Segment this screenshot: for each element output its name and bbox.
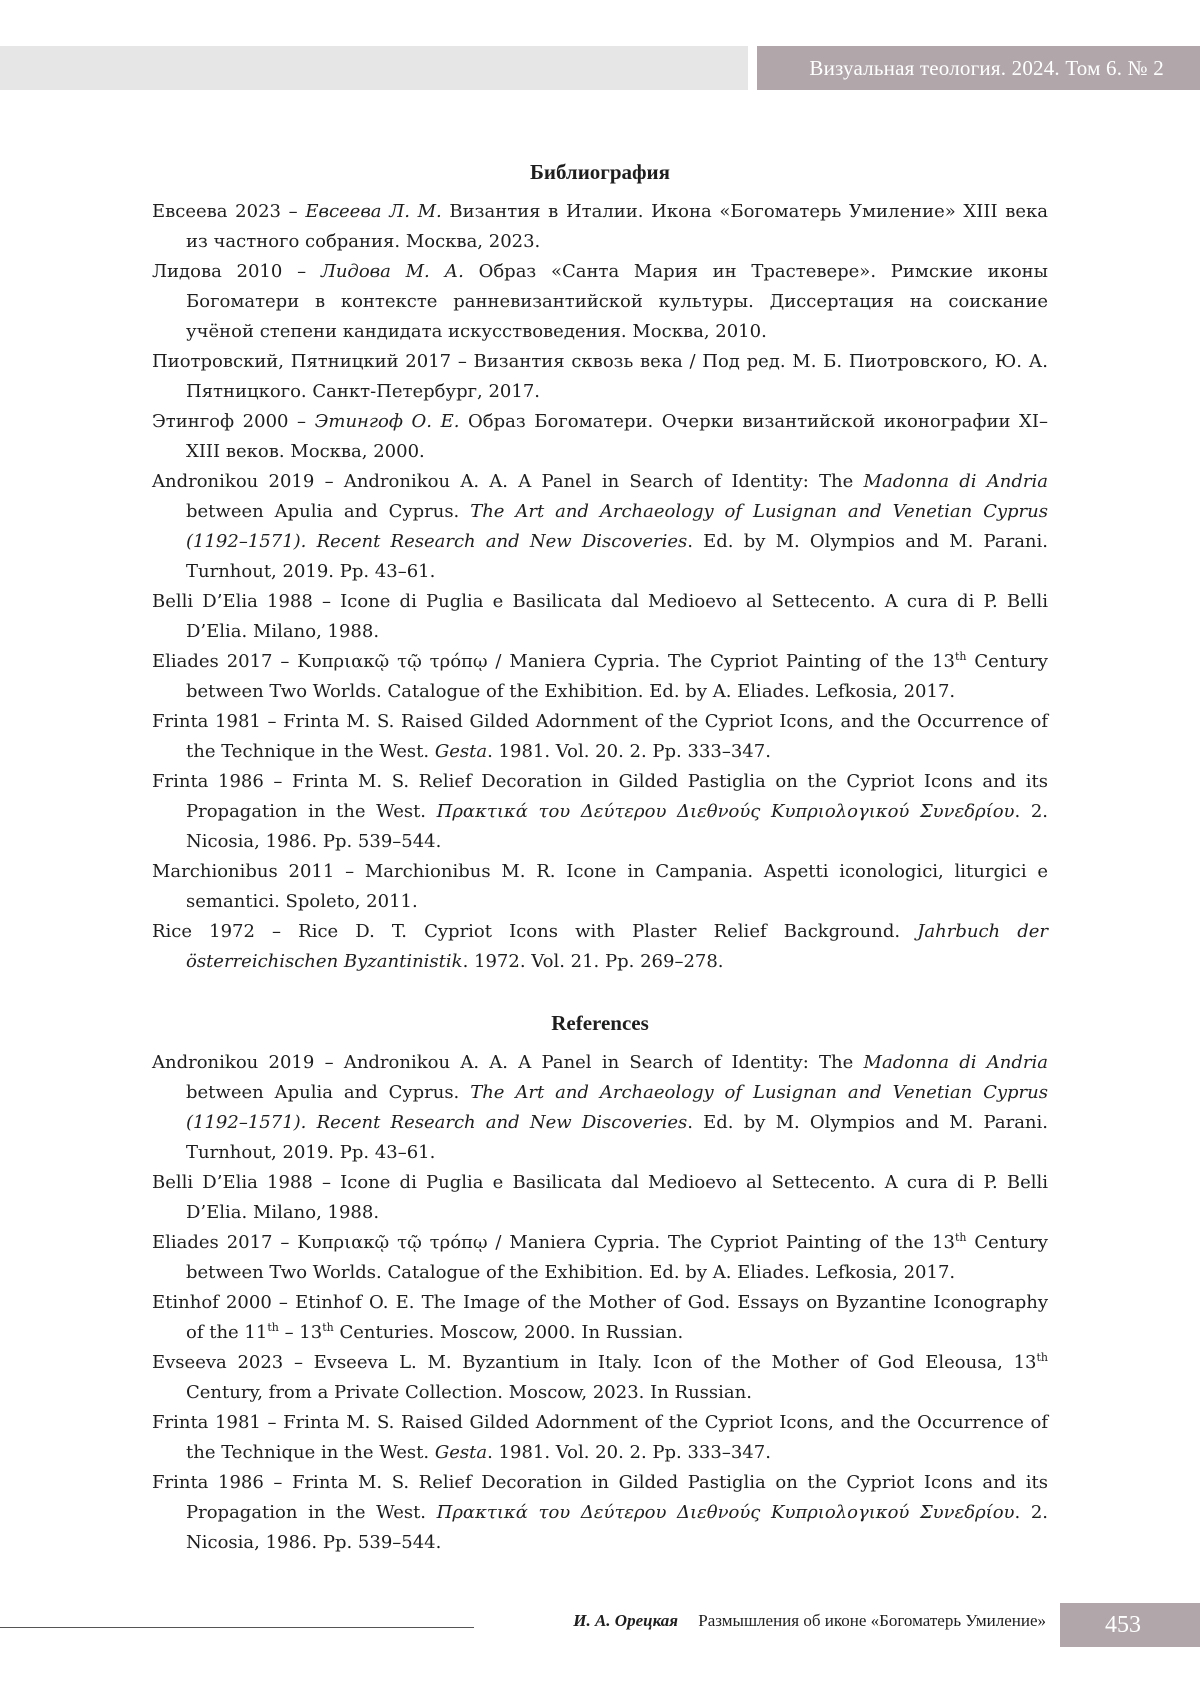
reference-entry — [152, 707, 1048, 767]
entry-text: Лидова М. А. — [320, 261, 464, 282]
entry-text: Пиотровский, Пятницкий 2017 – Византия сквозь века / Под ред. М. Б. Пиотровского, Ю. А. Пятницкого. Санкт-Петербург, 2017. — [152, 351, 1048, 402]
entry-text: Этингоф 2000 – — [152, 411, 315, 432]
reference-entry — [152, 1468, 1048, 1558]
entry-text: Византия в Италии. Икона «Богоматерь Умиление» XIII века из частного собрания. Москва, 2023. — [186, 201, 1048, 252]
reference-entry — [152, 407, 1048, 467]
entry-text: Evseeva 2023 – Evseeva L. M. Byzantium in Italy. Icon of the Mother of God Eleousa, 13 — [152, 1352, 1037, 1373]
journal-header — [757, 46, 1200, 90]
page-number: 453 — [1105, 1611, 1141, 1638]
footer-rule — [0, 1627, 474, 1628]
entry-text: . 2. Nicosia, 1986. Pp. 539–544. — [186, 1502, 1048, 1553]
entry-text: . Ed. by M. Olympios and M. Parani. Turnhout, 2019. Pp. 43–61. — [186, 531, 1048, 582]
entry-text: Frinta 1986 – Frinta M. S. Relief Decoration in Gilded Pastiglia on the Cypriot Icons and its Propagation in the West. — [152, 771, 1048, 822]
entry-text: . 1972. Vol. 21. Pp. 269–278. — [462, 951, 724, 972]
entry-text: Frinta 1981 – Frinta M. S. Raised Gilded Adornment of the Cypriot Icons, and the Occurrence of the Technique in the West. — [152, 1412, 1048, 1463]
entry-text: between Apulia and Cyprus. — [186, 501, 471, 522]
bibliography-heading: Библиография — [529, 160, 671, 184]
entry-text: Eliades 2017 – Κυπριακῷ τῷ τρόπῳ / Maniera Cypria. The Cypriot Painting of the 13 — [152, 1232, 955, 1253]
entry-text: Etinhof 2000 – Etinhof O. E. The Image of the Mother of God. Essays on Byzantine Iconography of the 11 — [152, 1292, 1048, 1343]
reference-entry — [152, 857, 1048, 917]
reference-entry — [152, 257, 1048, 347]
entry-text: Andronikou 2019 – Andronikou A. A. A Panel in Search of Identity: The — [152, 1052, 864, 1073]
references-heading: References — [551, 1011, 649, 1035]
entry-text: . 1981. Vol. 20. 2. Pp. 333–347. — [487, 741, 771, 762]
entry-text: Frinta 1981 – Frinta M. S. Raised Gilded Adornment of the Cypriot Icons, and the Occurrence of the Technique in the West. — [152, 711, 1048, 762]
entry-text: Eliades 2017 – Κυπριακῷ τῷ τρόπῳ / Maniera Cypria. The Cypriot Painting of the 13 — [152, 651, 955, 672]
running-footer — [486, 1611, 1046, 1631]
reference-entry — [152, 1408, 1048, 1468]
reference-entry — [152, 587, 1048, 647]
entry-text: th — [954, 1231, 967, 1244]
entry-text: between Apulia and Cyprus. — [186, 1082, 471, 1103]
reference-entry — [152, 347, 1048, 407]
entry-text: Rice 1972 – Rice D. T. Cypriot Icons with Plaster Relief Background. — [152, 921, 918, 942]
entry-text: Евсеева 2023 – — [152, 201, 306, 222]
entry-text: Образ Богоматери. Очерки византийской иконографии XI–XIII веков. Москва, 2000. — [186, 411, 1048, 462]
entry-text: Andronikou 2019 – Andronikou A. A. A Panel in Search of Identity: The — [152, 471, 864, 492]
entry-text: Century, from a Private Collection. Moscow, 2023. In Russian. — [186, 1382, 752, 1403]
footer-article-title: Размышления об иконе «Богоматерь Умиление» — [698, 1611, 1046, 1630]
entry-text: th — [1036, 1351, 1048, 1364]
entry-text: Madonna di Andria — [863, 471, 1048, 492]
entry-text: Gesta — [434, 741, 488, 762]
journal-title: Визуальная теология. 2024. Том 6. № 2 — [809, 55, 1164, 80]
entry-text: Centuries. Moscow, 2000. In Russian. — [333, 1322, 684, 1343]
reference-entry — [152, 1348, 1048, 1408]
entry-text: . Ed. by M. Olympios and M. Parani. Turnhout, 2019. Pp. 43–61. — [186, 1112, 1048, 1163]
entry-text: Gesta — [434, 1442, 488, 1463]
header-bar — [0, 46, 748, 90]
reference-entry — [152, 1228, 1048, 1288]
entry-text: Πρακτικά του Δεύτερου Διεθνούς Κυπριολογικού Συνεδρίου — [436, 801, 1015, 822]
entry-text: Лидова 2010 – — [152, 261, 321, 282]
references-list — [152, 1048, 1048, 1558]
entry-text: Marchionibus 2011 – Marchionibus M. R. Icone in Campania. Aspetti iconologici, liturgici e semantici. Spoleto, 2011. — [152, 861, 1048, 912]
bibliography-list — [152, 197, 1048, 977]
entry-text: Евсеева Л. М. — [305, 201, 442, 222]
reference-entry — [152, 197, 1048, 257]
entry-text: . 1981. Vol. 20. 2. Pp. 333–347. — [487, 1442, 771, 1463]
entry-text: Jahrbuch der österreichischen Byzantinistik — [186, 921, 1049, 972]
page-content — [152, 160, 1048, 1558]
entry-text: Madonna di Andria — [863, 1052, 1048, 1073]
entry-text: th — [267, 1321, 279, 1334]
entry-text: th — [954, 650, 967, 663]
entry-text: Century between Two Worlds. Catalogue of the Exhibition. Ed. by A. Eliades. Lefkosia, 2017. — [186, 1232, 1048, 1283]
entry-text: Frinta 1986 – Frinta M. S. Relief Decoration in Gilded Pastiglia on the Cypriot Icons and its Propagation in the West. — [152, 1472, 1048, 1523]
entry-text: The Art and Archaeology of Lusignan and Venetian Cyprus (1192–1571). Recent Research and New Discoveries — [186, 1082, 1048, 1133]
entry-text: Πρακτικά του Δεύτερου Διεθνούς Κυπριολογικού Συνεδρίου — [436, 1502, 1015, 1523]
reference-entry — [152, 1288, 1048, 1348]
reference-entry — [152, 1048, 1048, 1168]
reference-entry — [152, 917, 1048, 977]
entry-text: The Art and Archaeology of Lusignan and Venetian Cyprus (1192–1571). Recent Research and New Discoveries — [186, 501, 1048, 552]
entry-text: Этингоф О. Е. — [314, 411, 460, 432]
reference-entry — [152, 1168, 1048, 1228]
entry-text: Belli D’Elia 1988 – Icone di Puglia e Basilicata dal Medioevo al Settecento. A cura di P. Belli D’Elia. Milano, 1988. — [152, 1172, 1048, 1223]
reference-entry — [152, 467, 1048, 587]
entry-text: Belli D’Elia 1988 – Icone di Puglia e Basilicata dal Medioevo al Settecento. A cura di P. Belli D’Elia. Milano, 1988. — [152, 591, 1048, 642]
reference-entry — [152, 647, 1048, 707]
entry-text: Century between Two Worlds. Catalogue of the Exhibition. Ed. by A. Eliades. Lefkosia, 2017. — [186, 651, 1048, 702]
entry-text: Образ «Санта Мария ин Трастевере». Римские иконы Богоматери в контексте ранневизантийской культуры. Диссертация на соискание учёной степени кандидата искусствоведения. Москва, 2010. — [186, 261, 1048, 342]
entry-text: th — [322, 1321, 334, 1334]
page-number-box — [1060, 1603, 1200, 1647]
entry-text: . 2. Nicosia, 1986. Pp. 539–544. — [186, 801, 1048, 852]
footer-author: И. А. Орецкая — [573, 1611, 679, 1630]
reference-entry — [152, 767, 1048, 857]
entry-text: – 13 — [278, 1322, 323, 1343]
